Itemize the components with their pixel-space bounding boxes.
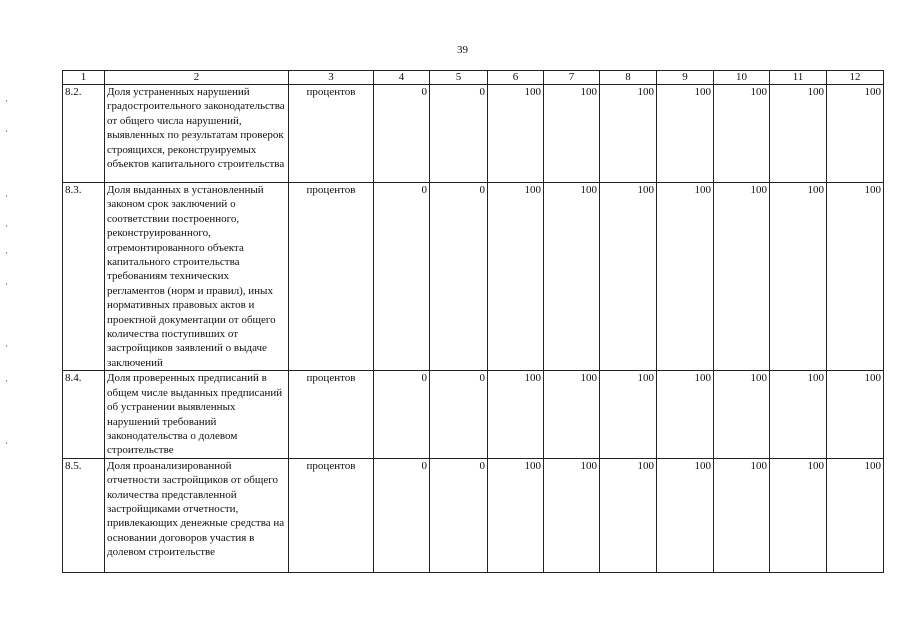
indicator-name: Доля устраненных нарушений градостроительного законодательства от общего числа нарушений, выявленных по результатам проверок строящихся, реконструируемых объектов капитального строительства xyxy=(105,85,289,183)
column-header: 3 xyxy=(289,71,374,85)
column-header: 2 xyxy=(105,71,289,85)
value-cell: 100 xyxy=(657,371,714,458)
value-cell: 100 xyxy=(544,458,600,572)
column-header: 5 xyxy=(430,71,488,85)
scan-edge-mark xyxy=(6,195,7,197)
value-cell: 100 xyxy=(657,458,714,572)
column-header: 10 xyxy=(714,71,770,85)
column-header: 1 xyxy=(63,71,105,85)
row-number: 8.4. xyxy=(63,371,105,458)
scan-edge-mark xyxy=(6,283,7,285)
page-number: 39 xyxy=(457,44,468,56)
unit-cell: процентов xyxy=(289,183,374,371)
value-cell: 100 xyxy=(657,183,714,371)
table-row xyxy=(63,458,884,572)
value-cell: 100 xyxy=(770,371,827,458)
value-cell: 0 xyxy=(430,371,488,458)
scan-edge-mark xyxy=(6,380,7,382)
scan-edge-mark xyxy=(6,130,7,132)
column-header: 11 xyxy=(770,71,827,85)
value-cell: 0 xyxy=(374,85,430,183)
value-cell: 100 xyxy=(600,183,657,371)
value-cell: 100 xyxy=(714,458,770,572)
value-cell: 100 xyxy=(544,371,600,458)
column-header: 12 xyxy=(827,71,884,85)
value-cell: 100 xyxy=(600,458,657,572)
value-cell: 100 xyxy=(488,458,544,572)
value-cell: 0 xyxy=(430,85,488,183)
row-number: 8.3. xyxy=(63,183,105,371)
indicators-table xyxy=(62,70,884,573)
value-cell: 100 xyxy=(714,371,770,458)
indicator-name: Доля проверенных предписаний в общем числе выданных предписаний об устранении выявленных нарушений требований законодательства о долевом строительстве xyxy=(105,371,289,458)
column-header: 4 xyxy=(374,71,430,85)
column-header: 8 xyxy=(600,71,657,85)
value-cell: 100 xyxy=(827,85,884,183)
value-cell: 100 xyxy=(488,371,544,458)
value-cell: 100 xyxy=(488,85,544,183)
value-cell: 100 xyxy=(827,371,884,458)
value-cell: 100 xyxy=(714,183,770,371)
row-number: 8.2. xyxy=(63,85,105,183)
column-header: 9 xyxy=(657,71,714,85)
indicator-name: Доля выданных в установленный законом срок заключений о соответствии построенного, реконструированного, отремонтированного объекта капитального строительства требованиям технических регламентов (норм и правил), иных нормативных правовых актов и проектной документации от общего количества поступивших от застройщиков заявлений о выдаче заключений xyxy=(105,183,289,371)
value-cell: 0 xyxy=(374,371,430,458)
column-number-row xyxy=(63,71,884,85)
value-cell: 0 xyxy=(430,183,488,371)
table-row xyxy=(63,85,884,183)
value-cell: 100 xyxy=(770,85,827,183)
value-cell: 100 xyxy=(827,183,884,371)
table-row xyxy=(63,183,884,371)
column-header: 7 xyxy=(544,71,600,85)
value-cell: 100 xyxy=(544,183,600,371)
indicator-name: Доля проанализированной отчетности застройщиков от общего количества представленной застройщиками отчетности, привлекающих денежные средства на основании договоров участия в долевом строительстве xyxy=(105,458,289,572)
value-cell: 100 xyxy=(714,85,770,183)
scan-edge-mark xyxy=(6,345,7,347)
unit-cell: процентов xyxy=(289,371,374,458)
value-cell: 100 xyxy=(544,85,600,183)
value-cell: 100 xyxy=(827,458,884,572)
unit-cell: процентов xyxy=(289,85,374,183)
scan-edge-mark xyxy=(6,100,7,102)
scan-edge-mark xyxy=(6,225,7,227)
value-cell: 100 xyxy=(770,458,827,572)
row-number: 8.5. xyxy=(63,458,105,572)
value-cell: 100 xyxy=(488,183,544,371)
table-row xyxy=(63,371,884,458)
value-cell: 0 xyxy=(374,183,430,371)
value-cell: 100 xyxy=(600,85,657,183)
value-cell: 100 xyxy=(770,183,827,371)
unit-cell: процентов xyxy=(289,458,374,572)
scan-edge-mark xyxy=(6,252,7,254)
column-header: 6 xyxy=(488,71,544,85)
value-cell: 100 xyxy=(600,371,657,458)
value-cell: 100 xyxy=(657,85,714,183)
value-cell: 0 xyxy=(374,458,430,572)
value-cell: 0 xyxy=(430,458,488,572)
scan-edge-mark xyxy=(6,442,7,444)
